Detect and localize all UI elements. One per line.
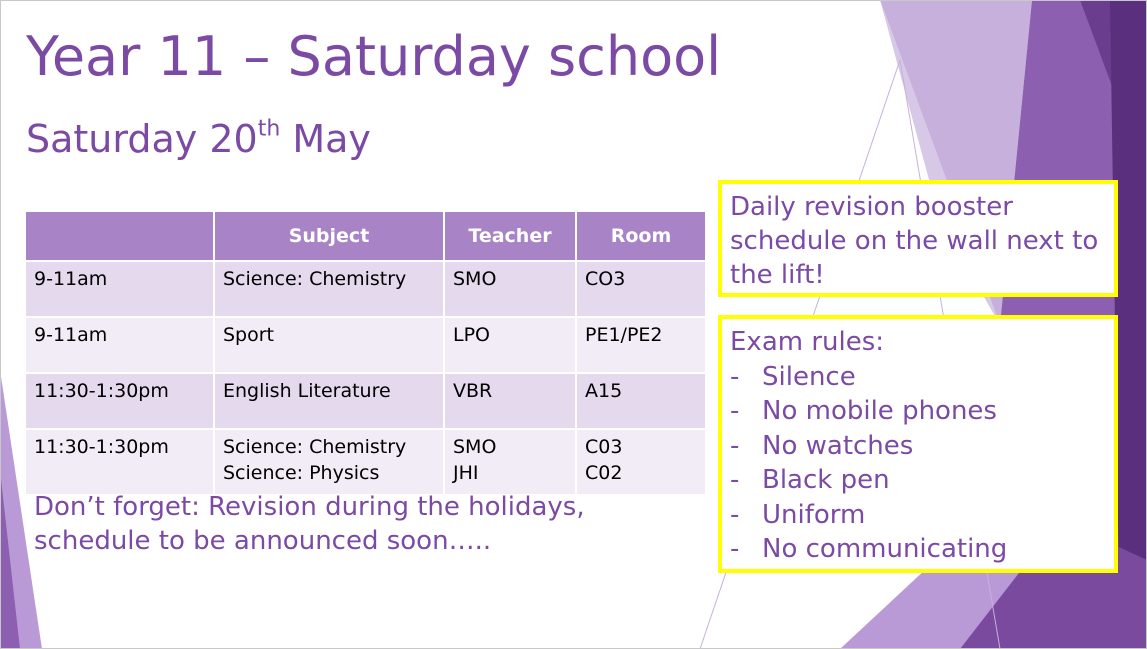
exam-rule-item	[730, 429, 1106, 464]
slide-subtitle	[26, 116, 371, 161]
note-line: Don’t forget: Revision during the holidays,	[34, 492, 585, 522]
subtitle-month: May	[280, 117, 371, 161]
cell-time: 11:30-1:30pm	[26, 429, 214, 494]
exam-rule-item	[730, 394, 1106, 429]
cell-time: 11:30-1:30pm	[26, 373, 214, 429]
bullet-dash: -	[730, 396, 740, 426]
exam-rule-item	[730, 463, 1106, 498]
slide-title: Year 11 – Saturday school	[26, 25, 722, 88]
cell-subject-line: Science: Chemistry	[223, 436, 407, 458]
schedule-table	[26, 212, 707, 494]
exam-rule-text: No communicating	[762, 534, 1008, 564]
table-row	[26, 317, 706, 373]
cell-time: 9-11am	[26, 317, 214, 373]
table-header-row	[26, 212, 706, 261]
cell-time: 9-11am	[26, 261, 214, 317]
cell-teacher: SMO	[444, 261, 576, 317]
exam-rule-item	[730, 498, 1106, 533]
cell-room: A15	[576, 373, 706, 429]
cell-subject	[214, 429, 444, 494]
exam-rule-text: Silence	[762, 361, 856, 392]
bullet-dash: -	[730, 430, 740, 461]
bullet-dash: -	[730, 361, 740, 392]
cell-teacher-line: JHI	[453, 462, 479, 484]
cell-subject-line: Science: Physics	[223, 462, 380, 484]
cell-subject: Science: Chemistry	[214, 261, 444, 317]
booster-line: the lift!	[730, 260, 825, 290]
exam-rule-text: Black pen	[762, 465, 890, 495]
booster-line: schedule on the wall next to	[730, 226, 1099, 256]
cell-teacher: VBR	[444, 373, 576, 429]
cell-teacher: LPO	[444, 317, 576, 373]
exam-rule-text: Uniform	[762, 499, 866, 530]
note-line: schedule to be announced soon…..	[34, 526, 492, 556]
cell-subject: Sport	[214, 317, 444, 373]
exam-rules-heading: Exam rules:	[730, 327, 885, 357]
header-subject: Subject	[214, 212, 444, 261]
header-teacher: Teacher	[444, 212, 576, 261]
cell-room	[576, 429, 706, 494]
exam-rule-text: No mobile phones	[762, 396, 997, 426]
cell-room-line: C02	[585, 462, 623, 484]
header-time	[26, 212, 214, 261]
cell-subject: English Literature	[214, 373, 444, 429]
cell-teacher	[444, 429, 576, 494]
exam-rule-text: No watches	[762, 430, 914, 461]
bullet-dash: -	[730, 534, 740, 564]
exam-rules-box	[718, 315, 1118, 573]
table-row	[26, 261, 706, 317]
booster-line: Daily revision booster	[730, 192, 1013, 222]
cell-teacher-line: SMO	[453, 436, 497, 458]
cell-room: CO3	[576, 261, 706, 317]
cell-room-line: C03	[585, 436, 623, 458]
subtitle-date: Saturday 20	[26, 117, 258, 161]
subtitle-ordinal: th	[257, 116, 281, 142]
table-row	[26, 373, 706, 429]
bullet-dash: -	[730, 465, 740, 495]
exam-rule-item	[730, 360, 1106, 395]
holiday-revision-note	[34, 490, 634, 558]
booster-schedule-box	[718, 180, 1118, 297]
cell-room: PE1/PE2	[576, 317, 706, 373]
bullet-dash: -	[730, 499, 740, 530]
exam-rule-item	[730, 532, 1106, 567]
header-room: Room	[576, 212, 706, 261]
table-row	[26, 429, 706, 494]
